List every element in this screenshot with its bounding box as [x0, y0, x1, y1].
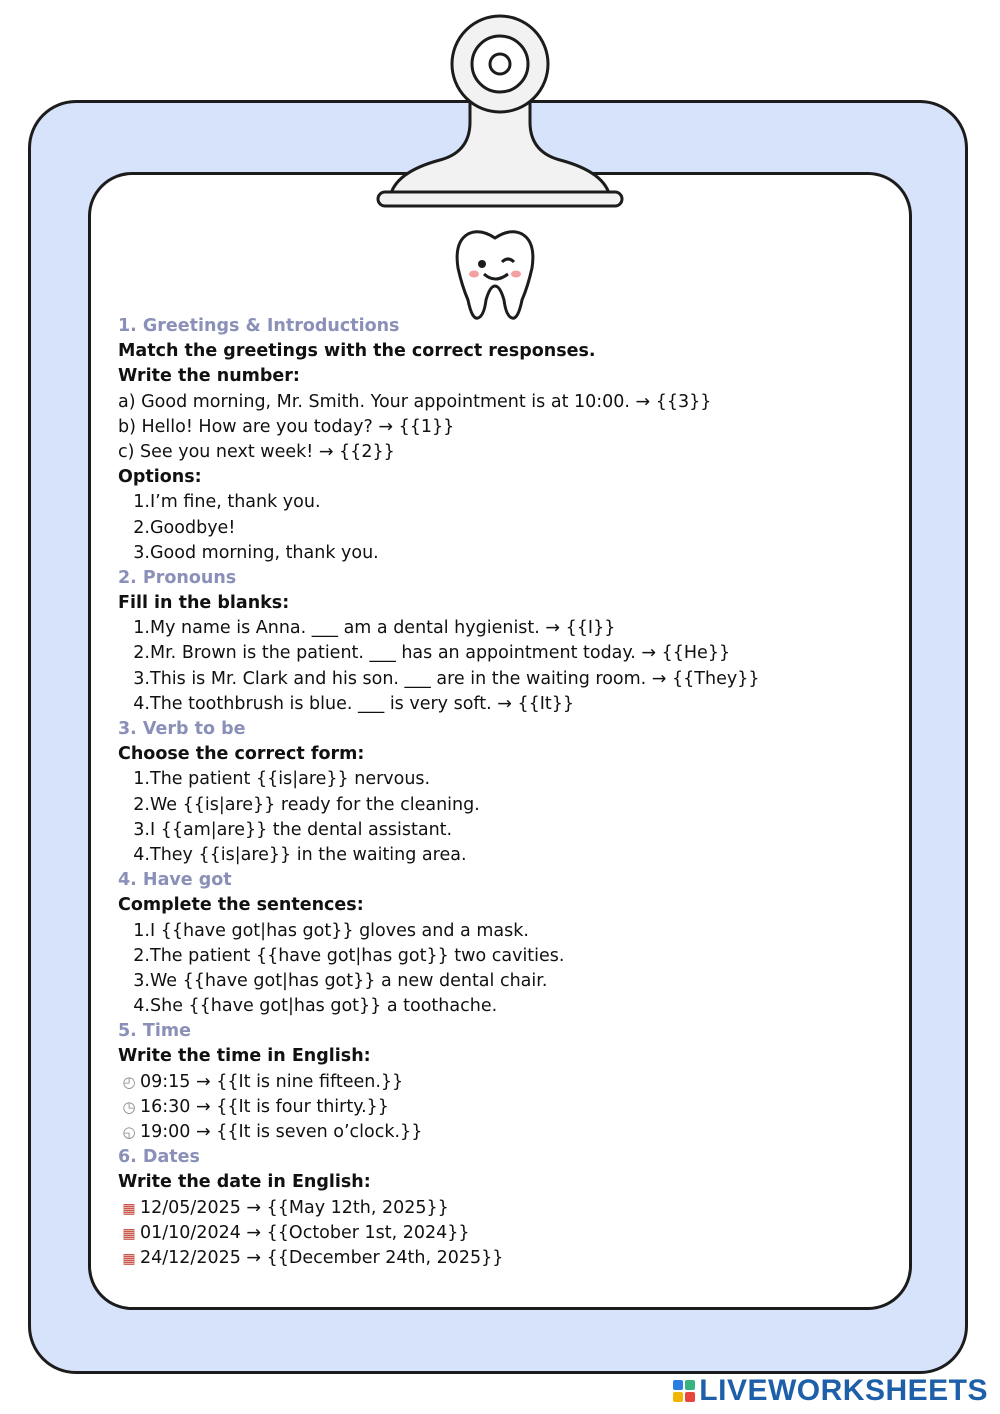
exercise-line[interactable]	[118, 1221, 888, 1246]
options-label: Options:	[118, 467, 202, 488]
exercise-item[interactable]	[118, 767, 888, 792]
logo-text: LIVEWORKSHEETS	[699, 1374, 988, 1407]
item-text[interactable]: 01/10/2024 → {{October 1st, 2024}}	[140, 1222, 470, 1243]
item-text[interactable]: The patient {{is|are}} nervous.	[150, 769, 431, 790]
calendar-icon: ▦	[122, 1200, 136, 1217]
item-text[interactable]: 12/05/2025 → {{May 12th, 2025}}	[140, 1197, 449, 1218]
item-text[interactable]: My name is Anna. ___ am a dental hygienist. → {{I}}	[150, 618, 616, 639]
option-item	[118, 516, 888, 541]
item-number: 1.	[133, 618, 150, 639]
instruction: Match the greetings with the correct responses.	[118, 341, 596, 362]
exercise-item[interactable]	[118, 793, 888, 818]
instruction: Complete the sentences:	[118, 895, 364, 916]
instruction: Write the time in English:	[118, 1046, 371, 1067]
item-number: 1.	[133, 492, 150, 513]
exercise-item[interactable]	[118, 616, 888, 641]
exercise-item[interactable]	[118, 667, 888, 692]
exercise-line[interactable]	[118, 1246, 888, 1271]
exercise-item[interactable]	[118, 969, 888, 994]
item-text: Good morning, thank you.	[150, 542, 379, 563]
item-number: 3.	[133, 970, 150, 991]
clock-icon: ◷	[122, 1097, 136, 1116]
exercise-item[interactable]	[118, 994, 888, 1019]
item-text[interactable]: 19:00 → {{It is seven o’clock.}}	[140, 1122, 423, 1142]
exercise-line[interactable]	[118, 1120, 888, 1145]
exercise-item[interactable]	[118, 843, 888, 868]
exercise-item[interactable]	[118, 692, 888, 717]
item-number: 3.	[133, 542, 150, 563]
clipboard-clip	[370, 12, 630, 212]
exercise-item[interactable]	[118, 919, 888, 944]
exercise-line[interactable]	[118, 1196, 888, 1221]
item-text[interactable]: 16:30 → {{It is four thirty.}}	[140, 1096, 389, 1117]
exercise-item[interactable]	[118, 818, 888, 843]
item-number: 1.	[133, 769, 150, 790]
calendar-icon: ▦	[122, 1250, 136, 1267]
item-text[interactable]: I {{have got|has got}} gloves and a mask.	[150, 920, 529, 941]
item-text[interactable]: 09:15 → {{It is nine fifteen.}}	[140, 1071, 404, 1092]
section-heading: 6. Dates	[118, 1147, 200, 1168]
item-text[interactable]: This is Mr. Clark and his son. ___ are in the waiting room. → {{They}}	[150, 668, 760, 689]
logo-mark-icon	[673, 1380, 695, 1402]
exercise-line[interactable]	[118, 1070, 888, 1095]
item-text[interactable]: The patient {{have got|has got}} two cavities.	[150, 945, 565, 966]
exercise-line[interactable]: a) Good morning, Mr. Smith. Your appointment is at 10:00. → {{3}}	[118, 391, 712, 412]
exercise-item[interactable]	[118, 641, 888, 666]
item-number: 3.	[133, 819, 150, 840]
clock-icon: ◴	[122, 1072, 136, 1091]
instruction: Fill in the blanks:	[118, 593, 290, 614]
item-number: 2.	[133, 794, 150, 815]
item-text[interactable]: Mr. Brown is the patient. ___ has an appointment today. → {{He}}	[150, 643, 731, 664]
item-number: 3.	[133, 668, 150, 689]
exercise-item[interactable]	[118, 944, 888, 969]
instruction: Write the number:	[118, 366, 300, 387]
item-text[interactable]: She {{have got|has got}} a toothache.	[150, 996, 498, 1017]
tooth-mascot-icon	[450, 228, 540, 324]
section-heading: 5. Time	[118, 1021, 191, 1042]
option-item	[118, 541, 888, 566]
liveworksheets-logo[interactable]	[673, 1374, 988, 1408]
section-heading: 1. Greetings & Introductions	[118, 316, 400, 336]
exercise-line[interactable]: c) See you next week! → {{2}}	[118, 441, 395, 462]
instruction: Choose the correct form:	[118, 744, 365, 765]
item-number: 2.	[133, 517, 150, 538]
item-number: 2.	[133, 643, 150, 664]
item-text: Goodbye!	[150, 517, 236, 538]
item-number: 1.	[133, 920, 150, 941]
worksheet-content	[118, 314, 888, 1271]
item-text[interactable]: The toothbrush is blue. ___ is very soft. → {{It}}	[150, 693, 575, 714]
item-number: 2.	[133, 945, 150, 966]
clock-icon: ◵	[122, 1123, 136, 1141]
calendar-icon: ▦	[122, 1225, 136, 1242]
exercise-line[interactable]	[118, 1095, 888, 1120]
item-text[interactable]: We {{is|are}} ready for the cleaning.	[150, 794, 480, 815]
section-heading: 3. Verb to be	[118, 719, 246, 739]
item-text[interactable]: They {{is|are}} in the waiting area.	[150, 844, 467, 865]
item-number: 4.	[133, 996, 150, 1017]
item-text[interactable]: We {{have got|has got}} a new dental chair.	[150, 970, 548, 991]
item-text[interactable]: 24/12/2025 → {{December 24th, 2025}}	[140, 1247, 504, 1268]
option-item	[118, 490, 888, 515]
item-number: 4.	[133, 693, 150, 714]
item-number: 4.	[133, 844, 150, 865]
section-heading: 4. Have got	[118, 870, 232, 891]
section-heading: 2. Pronouns	[118, 567, 237, 588]
exercise-line[interactable]: b) Hello! How are you today? → {{1}}	[118, 416, 455, 437]
item-text: I’m fine, thank you.	[150, 492, 321, 513]
item-text[interactable]: I {{am|are}} the dental assistant.	[150, 819, 453, 840]
instruction: Write the date in English:	[118, 1172, 371, 1193]
